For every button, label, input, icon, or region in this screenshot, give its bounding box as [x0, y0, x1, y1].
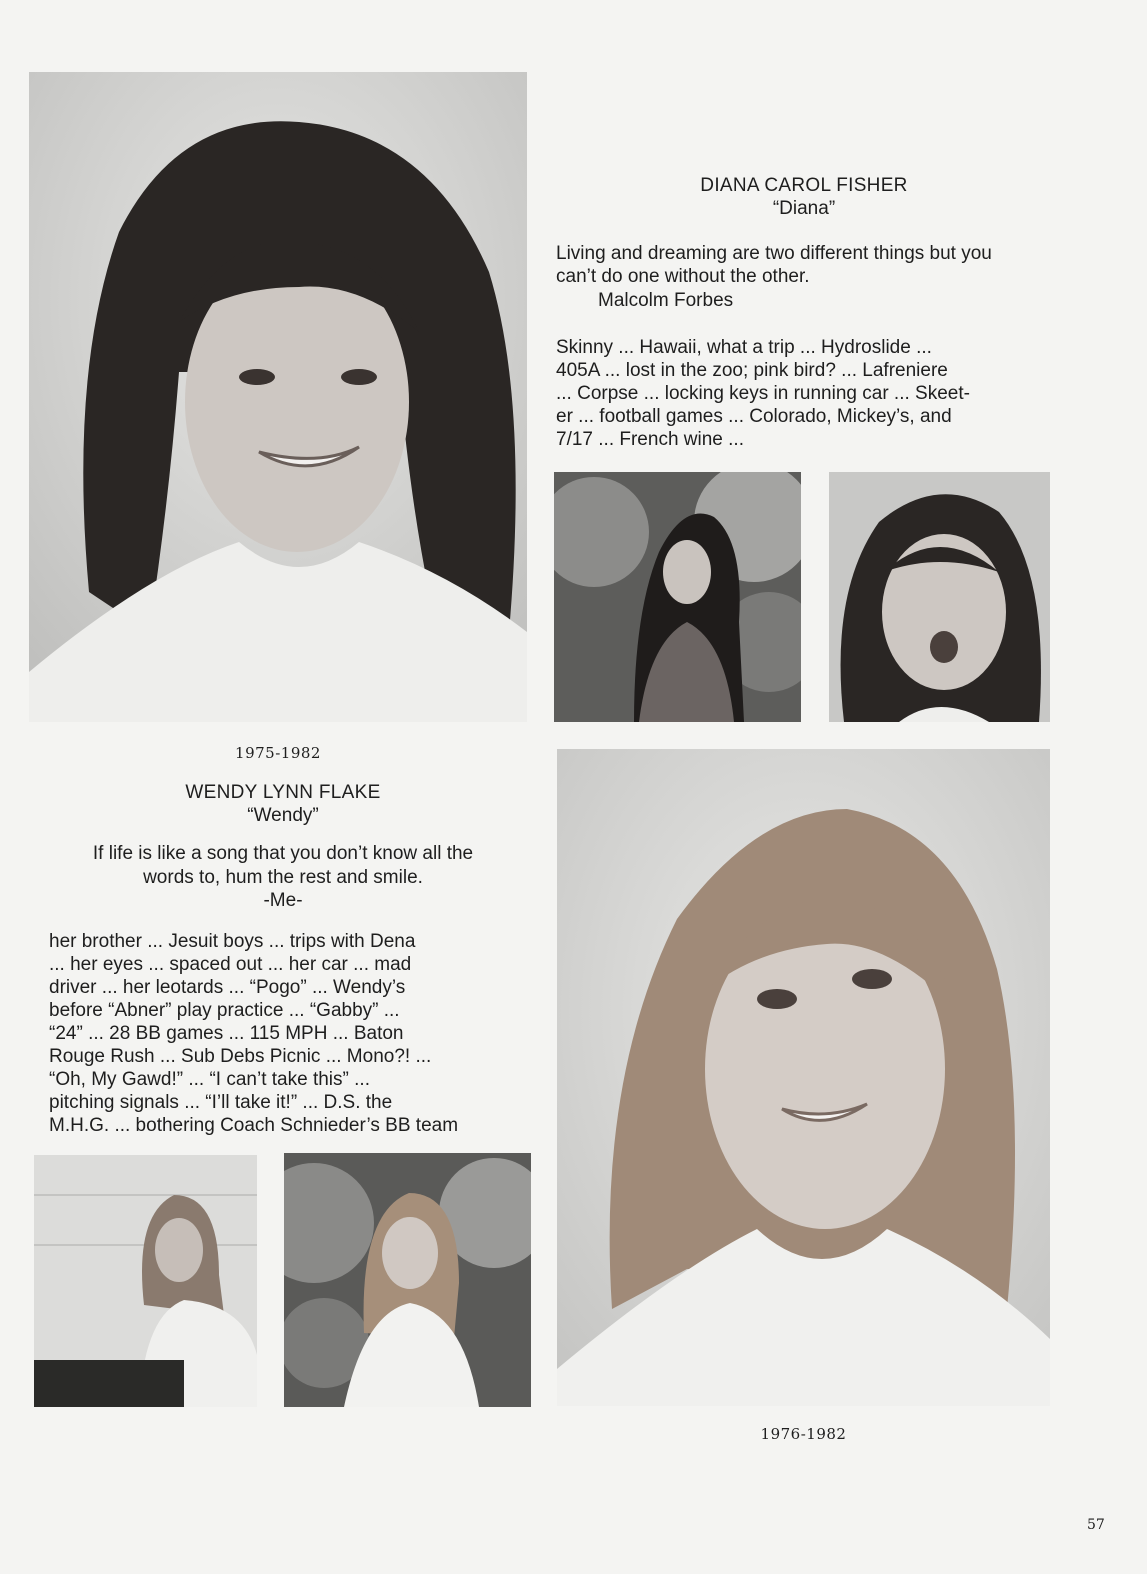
fisher-name: DIANA CAROL FISHER [700, 175, 908, 196]
flake-name: WENDY LYNN FLAKE [185, 782, 381, 803]
fisher-closeup-photo [829, 472, 1050, 722]
fisher-memory-line: 7/17 ... French wine ... [556, 429, 744, 450]
flake-memory-line: her brother ... Jesuit boys ... trips with Dena [49, 931, 416, 952]
flake-memory-line: Rouge Rush ... Sub Debs Picnic ... Mono?! ... [49, 1046, 432, 1067]
flake-quote-line1: If life is like a song that you don’t know all the [92, 843, 474, 864]
fisher-memory-line: ... Corpse ... locking keys in running car ... Skeet- [556, 383, 970, 404]
flake-memory-line: before “Abner” play practice ... “Gabby” ... [49, 1000, 400, 1021]
fisher-portrait-photo [29, 72, 527, 722]
flake-outdoor-photo [284, 1153, 531, 1407]
flake-nickname: “Wendy” [247, 805, 319, 826]
flake-memory-line: “24” ... 28 BB games ... 115 MPH ... Baton [49, 1023, 404, 1044]
flake-memory-line: driver ... her leotards ... “Pogo” ... Wendy’s [49, 977, 406, 998]
fisher-outdoor-photo [554, 472, 801, 722]
fisher-quote-author: Malcolm Forbes [598, 290, 734, 311]
flake-years: 1976-1982 [760, 1425, 847, 1443]
page-number: 57 [1087, 1517, 1105, 1533]
flake-memory-line: “Oh, My Gawd!” ... “I can’t take this” ... [49, 1069, 370, 1090]
fisher-quote-line1: Living and dreaming are two different things but you [556, 243, 992, 264]
flake-memory-line: ... her eyes ... spaced out ... her car ... mad [49, 954, 412, 975]
flake-memories [49, 930, 549, 1137]
flake-classroom-photo [34, 1155, 257, 1407]
fisher-years: 1975-1982 [235, 744, 321, 762]
fisher-memory-line: 405A ... lost in the zoo; pink bird? ... Lafreniere [556, 360, 948, 381]
flake-memory-line: pitching signals ... “I’ll take it!” ... D.S. the [49, 1092, 393, 1113]
flake-memory-line: M.H.G. ... bothering Coach Schnieder’s BB team [49, 1115, 459, 1136]
flake-quote-author: -Me- [263, 890, 303, 911]
flake-portrait-photo [557, 749, 1050, 1406]
flake-quote-line2: words to, hum the rest and smile. [143, 867, 423, 888]
fisher-quote-line2: can’t do one without the other. [556, 266, 810, 287]
fisher-memory-line: Skinny ... Hawaii, what a trip ... Hydroslide ... [556, 337, 932, 358]
fisher-memories [556, 336, 1076, 451]
fisher-nickname: “Diana” [772, 198, 836, 219]
fisher-memory-line: er ... football games ... Colorado, Mickey’s, and [556, 406, 952, 427]
